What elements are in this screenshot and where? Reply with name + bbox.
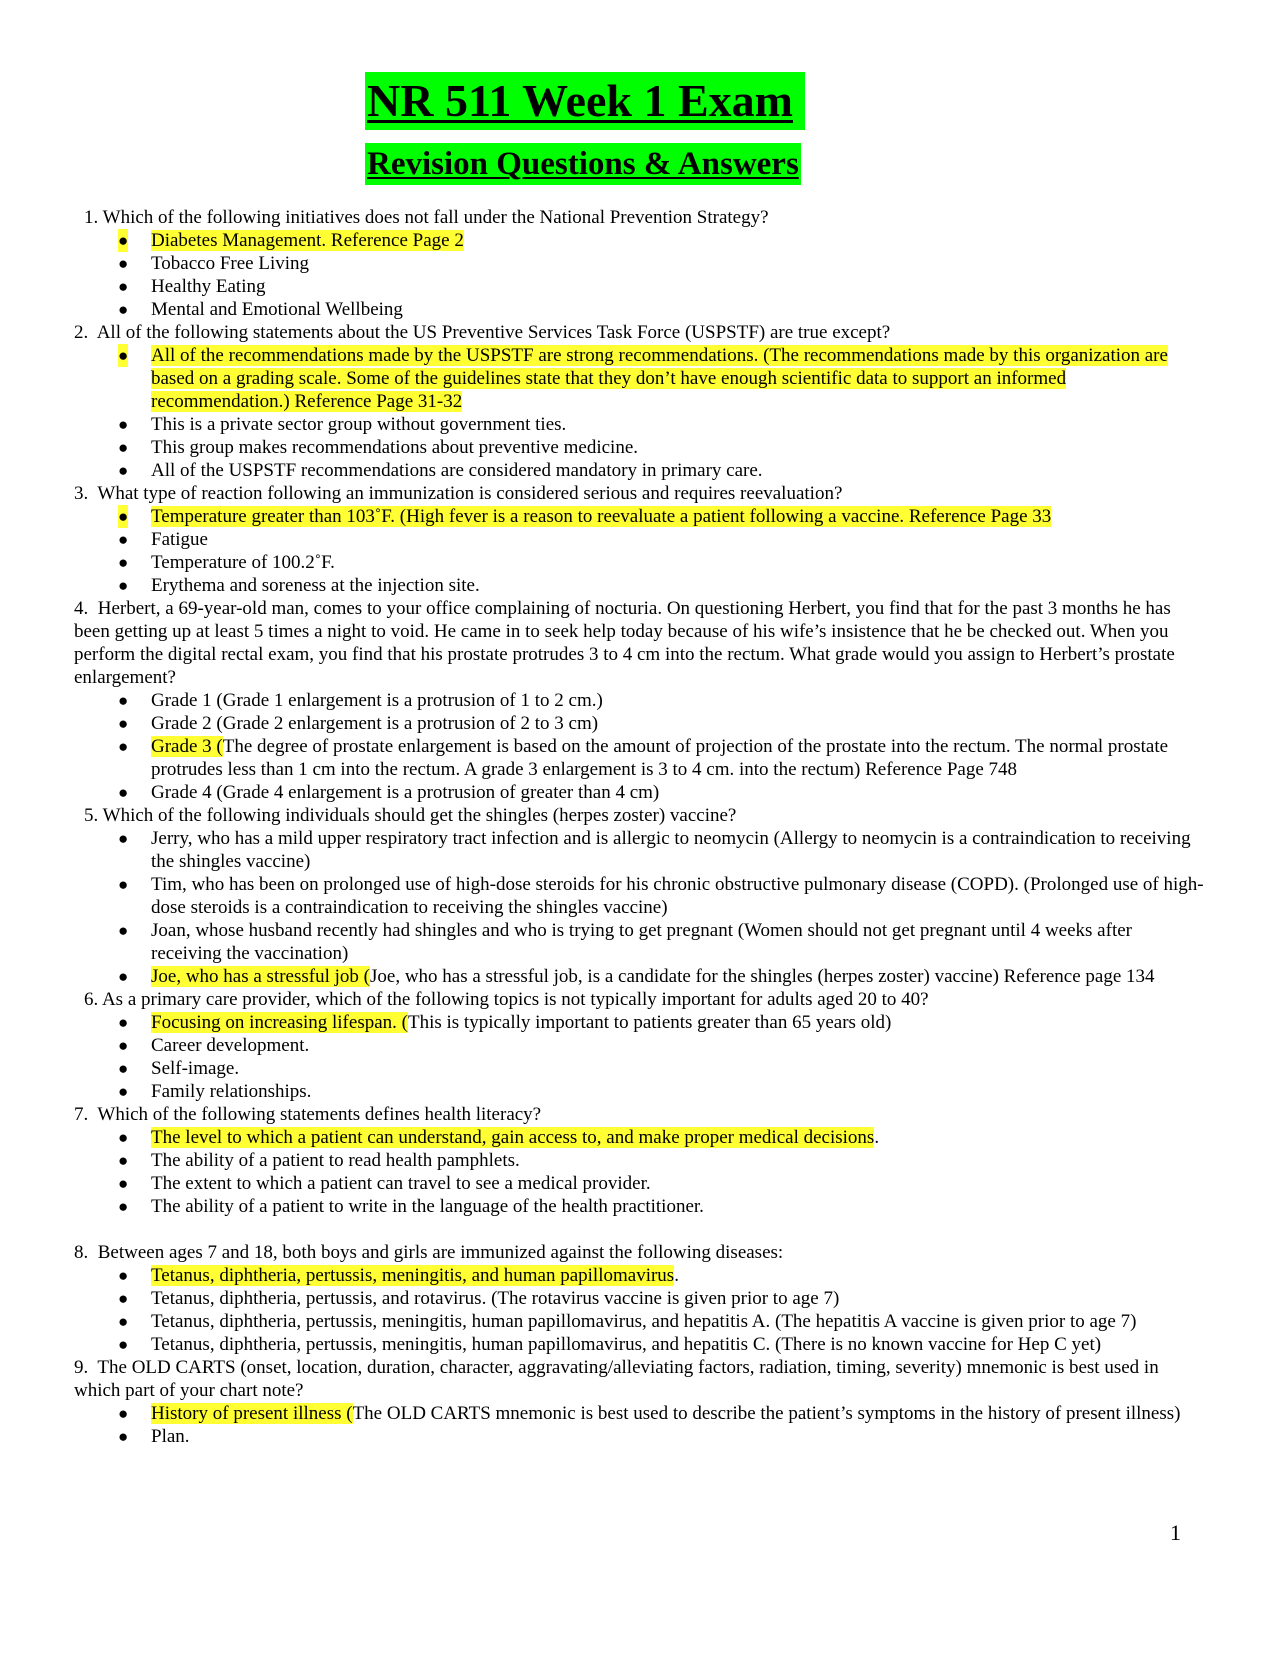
question-text [74,804,1204,827]
answer-text: Mental and Emotional Wellbeing [151,299,403,320]
answer-options [74,344,1204,482]
answer-text: This group makes recommendations about preventive medicine. [151,437,638,458]
answer-option [74,459,1204,482]
answer-option [74,1149,1204,1172]
question-number: 1. [84,207,99,228]
answer-text: Jerry, who has a mild upper respiratory tract infection and is allergic to neomycin (Allergy to neomycin is a contraindication to receiving the shingles vaccine) [151,828,1191,872]
question-number: 8. [74,1242,89,1263]
answer-option-correct [74,1011,1204,1034]
answer-text: Career development. [151,1035,310,1056]
bullet-icon: ● [118,277,129,296]
bullet-icon: ● [118,1266,129,1285]
bullet-icon: ● [118,1335,129,1354]
answer-option [74,1034,1204,1057]
answer-text: Temperature of 100.2˚F. [151,552,335,573]
bullet-icon: ● [118,783,129,802]
answer-option-correct [74,965,1204,988]
question-prompt: Which of the following individuals should get the shingles (herpes zoster) vaccine? [98,805,737,826]
answer-option-correct [74,1402,1204,1425]
answer-option [74,1287,1204,1310]
question-number: 9. [74,1357,89,1378]
bullet-icon: ● [118,1082,129,1101]
question-prompt: Which of the following initiatives does not fall under the National Prevention Strategy? [98,207,769,228]
answer-option [74,827,1204,873]
answer-option [74,252,1204,275]
answer-text: Grade 4 (Grade 4 enlargement is a protrusion of greater than 4 cm) [151,782,660,803]
bullet-icon: ● [118,461,129,480]
answer-text: All of the USPSTF recommendations are considered mandatory in primary care. [151,460,763,481]
question-number: 4. [74,598,89,619]
question-text [74,988,1204,1011]
bullet-icon: ● [118,691,129,710]
question-prompt: The OLD CARTS (onset, location, duration, character, aggravating/alleviating factors, radiation, timing, severity) mnemonic is best used in which part of your chart note? [74,1357,1164,1401]
question-text [74,206,1204,229]
answer-text: Joe, who has a stressful job, is a candidate for the shingles (herpes zoster) vaccine) Reference page 134 [370,966,1155,987]
question-text [74,482,1204,505]
highlighted-answer: Diabetes Management. Reference Page 2 [151,230,464,251]
answer-text: The ability of a patient to read health pamphlets. [151,1150,520,1171]
question-block [74,1241,1204,1356]
answer-options [74,1264,1204,1356]
question-text [74,321,1204,344]
answer-options [74,229,1204,321]
question-prompt: As a primary care provider, which of the following topics is not typically important for adults aged 20 to 40? [98,989,929,1010]
bullet-icon: ● [118,875,129,894]
answer-option-correct [74,344,1204,413]
title-block [365,72,805,130]
bullet-icon: ● [118,1151,129,1170]
answer-options [74,1126,1204,1218]
answer-option [74,1057,1204,1080]
highlighted-answer: The level to which a patient can understand, gain access to, and make proper medical decisions [151,1127,875,1148]
bullet-icon: ● [118,1289,129,1308]
bullet-icon: ● [118,530,129,549]
question-text [74,597,1204,689]
answer-option [74,436,1204,459]
answer-text: This is typically important to patients greater than 65 years old) [407,1012,892,1033]
answer-text: Self-image. [151,1058,240,1079]
bullet-icon: ● [118,967,129,986]
answer-option-correct [74,229,1204,252]
question-block [74,804,1204,988]
answer-option [74,1333,1204,1356]
bullet-icon: ● [118,1174,129,1193]
answer-options [74,689,1204,804]
answer-option [74,298,1204,321]
question-number: 2. [74,322,89,343]
highlighted-answer: Temperature greater than 103˚F. (High fever is a reason to reevaluate a patient following a vaccine. Reference Page 33 [151,506,1052,527]
answer-text: The degree of prostate enlargement is based on the amount of projection of the prostate into the rectum. The normal prostate protrudes less than 1 cm into the rectum. A grade 3 enlargement is 3 to 4 cm. into the rectum) Reference Page 748 [151,736,1169,780]
document-title: NR 511 Week 1 Exam [365,72,805,130]
answer-option [74,413,1204,436]
bullet-icon: ● [118,1404,129,1423]
answer-text: The ability of a patient to write in the language of the health practitioner. [151,1196,704,1217]
answer-text: Healthy Eating [151,276,266,297]
bullet-icon: ● [118,1013,129,1032]
subtitle-block [365,143,801,185]
answer-option [74,712,1204,735]
answer-option [74,574,1204,597]
answer-option-correct [74,1126,1204,1149]
question-number: 6. [84,989,99,1010]
answer-text: The OLD CARTS mnemonic is best used to describe the patient’s symptoms in the history of present illness) [352,1403,1181,1424]
bullet-icon: ● [118,438,129,457]
question-number: 3. [74,483,89,504]
answer-option [74,528,1204,551]
answer-text: Tobacco Free Living [151,253,310,274]
bullet-icon: ● [118,1427,129,1446]
answer-option [74,1310,1204,1333]
answer-option [74,1172,1204,1195]
question-block [74,1356,1204,1448]
answer-options [74,1011,1204,1103]
answer-option [74,551,1204,574]
bullet-icon: ● [118,921,129,940]
answer-text: Family relationships. [151,1081,312,1102]
answer-text: The extent to which a patient can travel to see a medical provider. [151,1173,651,1194]
question-prompt: What type of reaction following an immunization is considered serious and requires reevaluation? [88,483,843,504]
bullet-icon: ● [118,300,129,319]
bullet-icon: ● [118,1059,129,1078]
bullet-icon: ● [118,1197,129,1216]
answer-option [74,689,1204,712]
question-text [74,1103,1204,1126]
answer-text: This is a private sector group without government ties. [151,414,567,435]
answer-option [74,275,1204,298]
answer-text: Tetanus, diphtheria, pertussis, meningitis, human papillomavirus, and hepatitis C. (There is no known vaccine for Hep C yet) [151,1334,1102,1355]
question-prompt: Herbert, a 69-year-old man, comes to your office complaining of nocturia. On questioning Herbert, you find that for the past 3 months he has been getting up at least 5 times a night to void. He came in to seek help today because of his wife’s insistence that he be checked out. When you perform the digital rectal exam, you find that his prostate protrudes 3 to 4 cm into the rectum. What grade would you assign to Herbert’s prostate enlargement? [74,598,1180,688]
answer-option-correct [74,505,1204,528]
question-block [74,597,1204,804]
bullet-icon: ● [118,553,129,572]
bullet-icon: ● [118,507,129,526]
bullet-icon: ● [118,415,129,434]
answer-option-correct [74,1264,1204,1287]
question-block [74,321,1204,482]
question-prompt: Which of the following statements defines health literacy? [88,1104,542,1125]
highlighted-answer: All of the recommendations made by the USPSTF are strong recommendations. (The recommendations made by this organization are based on a grading scale. Some of the guidelines state that they don’t have enough scientific data to support an informed recommendation.) Reference Page 31-32 [151,345,1168,412]
question-number: 7. [74,1104,89,1125]
answer-text: Erythema and soreness at the injection site. [151,575,480,596]
answer-options [74,1402,1204,1448]
bullet-icon: ● [118,1128,129,1147]
bullet-icon: ● [118,1036,129,1055]
question-block [74,1103,1204,1218]
bullet-icon: ● [118,576,129,595]
highlighted-answer: Joe, who has a stressful job ( [151,966,370,987]
question-block [74,482,1204,597]
answer-options [74,505,1204,597]
answer-option-correct [74,735,1204,781]
question-block [74,988,1204,1103]
answer-option [74,1195,1204,1218]
answer-option [74,1425,1204,1448]
answer-text: . [674,1265,679,1286]
question-prompt: All of the following statements about the US Preventive Services Task Force (USPSTF) are true except? [88,322,891,343]
question-text [74,1356,1204,1402]
answer-option [74,873,1204,919]
answer-text: Grade 1 (Grade 1 enlargement is a protrusion of 1 to 2 cm.) [151,690,603,711]
bullet-icon: ● [118,714,129,733]
answer-options [74,827,1204,988]
answer-text: Tetanus, diphtheria, pertussis, and rotavirus. (The rotavirus vaccine is given prior to age 7) [151,1288,840,1309]
highlighted-answer: History of present illness ( [151,1403,353,1424]
bullet-icon: ● [118,254,129,273]
answer-text: Tim, who has been on prolonged use of high-dose steroids for his chronic obstructive pulmonary disease (COPD). (Prolonged use of high-dose steroids is a contraindication to receiving the shingles vaccine) [151,874,1204,918]
highlighted-answer: Tetanus, diphtheria, pertussis, meningitis, and human papillomavirus [151,1265,675,1286]
answer-text: Joan, whose husband recently had shingles and who is trying to get pregnant (Women should not get pregnant until 4 weeks after receiving the vaccination) [151,920,1132,964]
highlighted-answer: Focusing on increasing lifespan. ( [151,1012,408,1033]
document-subtitle: Revision Questions & Answers [365,143,801,185]
question-prompt: Between ages 7 and 18, both boys and girls are immunized against the following diseases: [88,1242,784,1263]
answer-option [74,919,1204,965]
question-number: 5. [84,805,99,826]
bullet-icon: ● [118,231,129,250]
question-block [74,206,1204,321]
question-text [74,1241,1204,1264]
bullet-icon: ● [118,346,129,365]
answer-option [74,781,1204,804]
highlighted-answer: Grade 3 ( [151,736,223,757]
answer-text: Grade 2 (Grade 2 enlargement is a protrusion of 2 to 3 cm) [151,713,599,734]
answer-text: Tetanus, diphtheria, pertussis, meningitis, human papillomavirus, and hepatitis A. (The hepatitis A vaccine is given prior to age 7) [151,1311,1137,1332]
answer-text: Plan. [151,1426,190,1447]
bullet-icon: ● [118,829,129,848]
answer-text: . [874,1127,880,1148]
bullet-icon: ● [118,737,129,756]
page-number: 1 [1170,1520,1181,1545]
question-list [74,206,1204,1448]
answer-option [74,1080,1204,1103]
bullet-icon: ● [118,1312,129,1331]
answer-text: Fatigue [151,529,208,550]
